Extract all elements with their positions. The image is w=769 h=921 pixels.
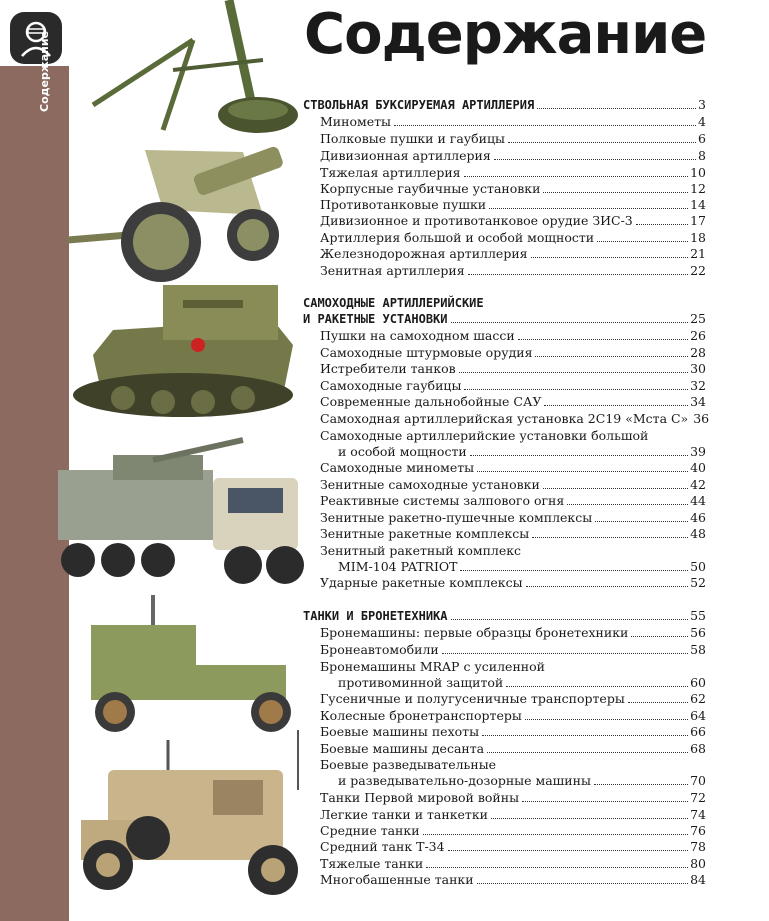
toc-entry-line1[interactable]: Бронемашины MRAP с усиленной xyxy=(320,659,545,674)
toc-section-heading[interactable]: СТВОЛЬНАЯ БУКСИРУЕМАЯ АРТИЛЛЕРИЯ 3 xyxy=(303,97,706,112)
illustrations-column xyxy=(53,0,311,921)
toc-entry-line1[interactable]: Самоходные артиллерийские установки большой xyxy=(320,428,649,443)
toc-entry[interactable]: Дивизионная артиллерия 8 xyxy=(320,148,706,163)
toc-entry[interactable]: Зенитные ракетные комплексы 48 xyxy=(320,526,706,541)
toc-entry[interactable]: Минометы 4 xyxy=(320,114,706,129)
toc-entry[interactable]: Боевые машины десанта 68 xyxy=(320,741,706,756)
toc-entry[interactable]: MIM-104 PATRIOT 50 xyxy=(338,559,706,574)
toc-entry[interactable]: Современные дальнобойные САУ 34 xyxy=(320,394,706,409)
toc-entry[interactable]: Зенитная артиллерия 22 xyxy=(320,263,706,278)
toc-entry[interactable]: Зенитные самоходные установки 42 xyxy=(320,477,706,492)
side-section-label: Содержание xyxy=(38,31,51,112)
toc-entry[interactable]: Зенитные ракетно-пушечные комплексы 46 xyxy=(320,510,706,525)
toc-section-heading[interactable]: ТАНКИ И БРОНЕТЕХНИКА 55 xyxy=(303,608,706,623)
table-of-contents xyxy=(303,0,710,921)
toc-entry[interactable]: Полковые пушки и гаубицы 6 xyxy=(320,131,706,146)
toc-entry[interactable]: Тяжелая артиллерия 10 xyxy=(320,165,706,180)
toc-entry[interactable]: Колесные бронетранспортеры 64 xyxy=(320,708,706,723)
toc-entry[interactable]: Самоходные минометы 40 xyxy=(320,460,706,475)
toc-entry[interactable]: Боевые машины пехоты 66 xyxy=(320,724,706,739)
toc-entry[interactable]: противоминной защитой 60 xyxy=(338,675,706,690)
toc-entry[interactable]: Самоходные штурмовые орудия 28 xyxy=(320,345,706,360)
toc-entry[interactable]: Противотанковые пушки 14 xyxy=(320,197,706,212)
toc-entry[interactable]: Танки Первой мировой войны 72 xyxy=(320,790,706,805)
toc-section-heading-line1: САМОХОДНЫЕ АРТИЛЛЕРИЙСКИЕ xyxy=(303,296,484,310)
toc-entry[interactable]: Самоходная артиллерийская установка 2С19 «Мста С» 36 xyxy=(320,411,710,426)
toc-entry-line1[interactable]: Зенитный ракетный комплекс xyxy=(320,543,522,558)
toc-entry-line1[interactable]: Боевые разведывательные xyxy=(320,757,497,772)
toc-entry[interactable]: Гусеничные и полугусеничные транспортеры 62 xyxy=(320,691,706,706)
self-propelled-gun-illustration xyxy=(73,285,293,417)
toc-entry[interactable]: Самоходные гаубицы 32 xyxy=(320,378,706,393)
toc-entry[interactable]: Дивизионное и противотанковое орудие ЗИС-3 17 xyxy=(320,213,706,228)
toc-entry[interactable]: Многобашенные танки 84 xyxy=(320,872,706,887)
toc-entry[interactable]: Тяжелые танки 80 xyxy=(320,856,706,871)
toc-entry[interactable]: Истребители танков 30 xyxy=(320,361,706,376)
toc-entry[interactable]: Артиллерия большой и особой мощности 18 xyxy=(320,230,706,245)
toc-entry[interactable]: Бронемашины: первые образцы бронетехники 56 xyxy=(320,625,706,640)
toc-entry[interactable]: Пушки на самоходном шасси 26 xyxy=(320,328,706,343)
field-gun-illustration xyxy=(68,145,284,282)
toc-entry[interactable]: Ударные ракетные комплексы 52 xyxy=(320,575,706,590)
armored-car-illustration xyxy=(91,595,291,732)
toc-section-heading[interactable]: И РАКЕТНЫЕ УСТАНОВКИ 25 xyxy=(303,311,706,326)
toc-entry[interactable]: Средний танк Т-34 78 xyxy=(320,839,706,854)
mrap-vehicle-illustration xyxy=(81,730,298,895)
toc-entry[interactable]: Бронеавтомобили 58 xyxy=(320,642,706,657)
toc-entry[interactable]: Реактивные системы залпового огня 44 xyxy=(320,493,706,508)
toc-entry[interactable]: Средние танки 76 xyxy=(320,823,706,838)
page-title: Содержание xyxy=(304,2,707,67)
toc-entry[interactable]: Корпусные гаубичные установки 12 xyxy=(320,181,706,196)
mortar-illustration xyxy=(93,0,298,133)
toc-entry[interactable]: и особой мощности 39 xyxy=(338,444,706,459)
toc-entry[interactable]: и разведывательно-дозорные машины 70 xyxy=(338,773,706,788)
toc-entry[interactable]: Железнодорожная артиллерия 21 xyxy=(320,246,706,261)
air-defense-truck-illustration xyxy=(58,440,304,584)
toc-entry[interactable]: Легкие танки и танкетки 74 xyxy=(320,807,706,822)
